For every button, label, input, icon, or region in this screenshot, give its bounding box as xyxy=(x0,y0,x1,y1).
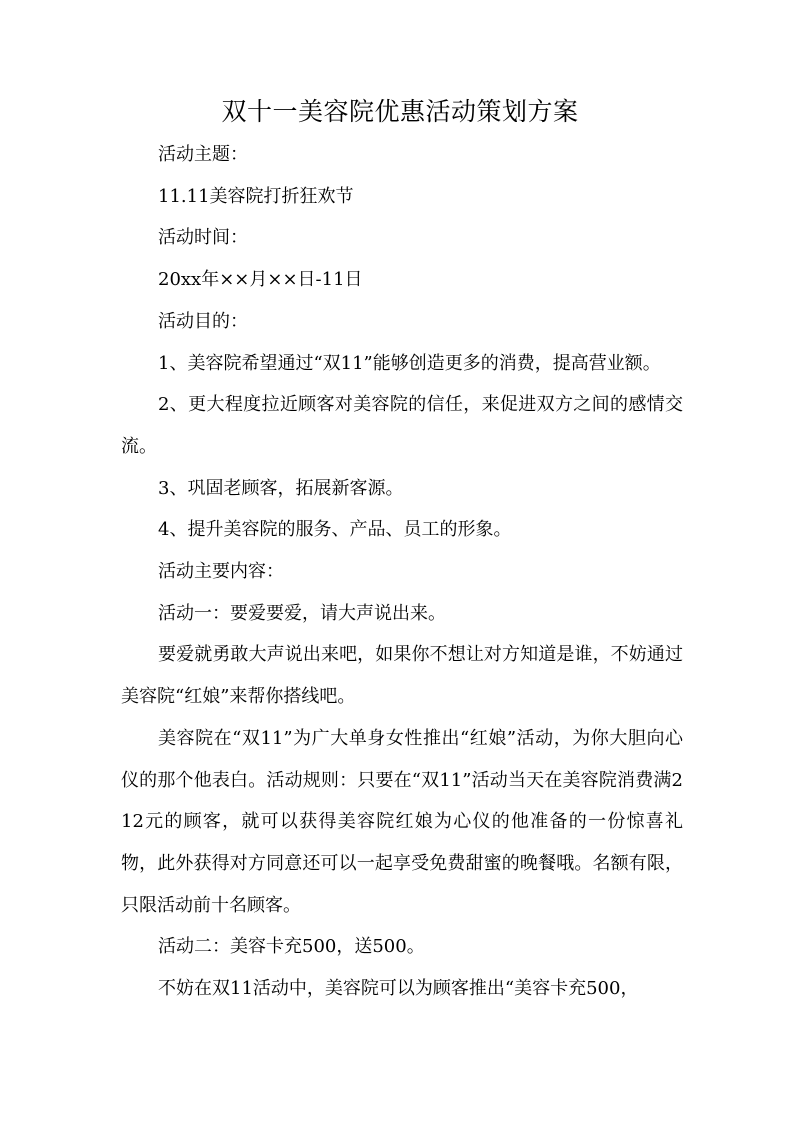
document-body xyxy=(121,134,683,1010)
paragraph: 3、巩固老顾客，拓展新客源。 xyxy=(158,477,404,499)
paragraph: 活动时间： xyxy=(158,227,248,249)
paragraph: 11.11美容院打折狂欢节 xyxy=(158,185,354,207)
paragraph: 要爱就勇敢大声说出来吧，如果你不想让对方知道是谁，不妨通过美容院“红娘”来帮你搭线吧。 xyxy=(121,644,683,708)
paragraph: 美容院在“双11”为广大单身女性推出“红娘”活动，为你大胆向心仪的那个他表白。活动规则：只要在“双11”活动当天在美容院消费满212元的顾客，就可以获得美容院红娘为心仪的他准备的一份惊喜礼物，此外获得对方同意还可以一起享受免费甜蜜的晚餐哦。名额有限，只限活动前十名顾客。 xyxy=(121,727,683,916)
paragraph: 1、美容院希望通过“双11”能够创造更多的消费，提高营业额。 xyxy=(158,352,661,374)
paragraph: 2、更大程度拉近顾客对美容院的信任，来促进双方之间的感情交流。 xyxy=(121,394,683,457)
paragraph: 20xx年××月××日-11日 xyxy=(158,269,363,291)
paragraph: 活动目的： xyxy=(158,310,248,332)
paragraph: 不妨在双11活动中，美容院可以为顾客推出“美容卡充500， xyxy=(158,978,639,1000)
paragraph: 4、提升美容院的服务、产品、员工的形象。 xyxy=(158,519,512,541)
paragraph: 活动一：要爱要爱，请大声说出来。 xyxy=(158,602,446,624)
paragraph: 活动主要内容： xyxy=(158,561,284,583)
paragraph: 活动二：美容卡充500，送500。 xyxy=(158,936,425,958)
paragraph: 活动主题： xyxy=(158,144,248,165)
document-title: 双十一美容院优惠活动策划方案 xyxy=(221,97,579,126)
